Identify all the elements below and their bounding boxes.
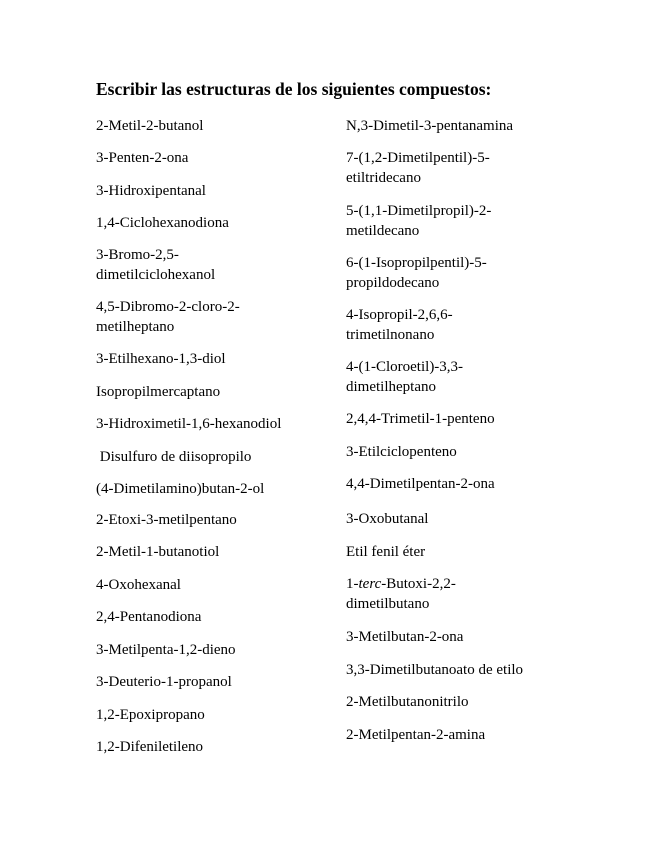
- compound-item: [96, 705, 205, 725]
- compound-item: [96, 607, 201, 627]
- compound-name-line: metildecano: [346, 223, 420, 239]
- compound-item: [96, 213, 229, 233]
- compound-name-line: 4,4-Dimetilpentan-2-ona: [346, 476, 495, 492]
- compound-item: [96, 737, 203, 757]
- compound-name-line: 3-Metilbutan-2-ona: [346, 629, 464, 645]
- compound-item: [346, 509, 428, 529]
- compound-name-line: 1,2-Epoxipropano: [96, 707, 205, 723]
- compound-name-line: 3-Etilhexano-1,3-diol: [96, 351, 226, 367]
- compound-name-line: 3,3-Dimetilbutanoato de etilo: [346, 662, 524, 678]
- compound-name-line: 2-Metilbutanonitrilo: [346, 694, 469, 710]
- compound-item: [346, 116, 513, 136]
- compound-item: [96, 382, 220, 402]
- compound-item: [346, 474, 495, 494]
- compound-name-line: 3-Hidroximetil-1,6-hexanodiol: [96, 416, 282, 432]
- compound-name-line: 2,4,4-Trimetil-1-penteno: [346, 411, 495, 427]
- compound-item: [96, 479, 264, 499]
- compound-name-line: 4-(1-Cloroetil)-3,3-: [346, 359, 464, 375]
- compound-name-line: dimetilbutano: [346, 596, 430, 612]
- compound-item: [96, 414, 281, 434]
- compound-name-line: 2-Metilpentan-2-amina: [346, 727, 486, 743]
- compound-item: [96, 510, 237, 530]
- compound-name-line: 3-Etilciclopenteno: [346, 444, 457, 460]
- compound-name-line: (4-Dimetilamino)butan-2-ol: [96, 481, 265, 497]
- compound-item: [96, 181, 206, 201]
- compound-item: [96, 640, 236, 660]
- compound-item: [96, 148, 188, 168]
- compound-item: [346, 660, 523, 680]
- compound-name-line: 3-Bromo-2,5-: [96, 247, 179, 263]
- compound-item: [346, 253, 487, 293]
- compound-item: [346, 542, 425, 562]
- page-title: Escribir las estructuras de los siguientes compuestos:: [96, 79, 492, 99]
- compound-name-line: 3-Deuterio-1-propanol: [96, 674, 232, 690]
- compound-name-line: 2-Etoxi-3-metilpentano: [96, 512, 237, 528]
- compound-name-line: 1-terc-Butoxi-2,2-: [346, 576, 456, 592]
- compound-name-line: N,3-Dimetil-3-pentanamina: [346, 118, 514, 134]
- compound-item: [346, 305, 453, 345]
- compound-item: [346, 357, 463, 397]
- compound-name-line: 1,4-Ciclohexanodiona: [96, 215, 229, 231]
- compound-name-line: 3-Penten-2-ona: [96, 150, 189, 166]
- compound-name-line: etiltridecano: [346, 170, 421, 186]
- compound-item: [96, 297, 240, 337]
- compound-name-line: Isopropilmercaptano: [96, 384, 221, 400]
- compound-name-line: trimetilnonano: [346, 327, 435, 343]
- compound-name-line: 3-Hidroxipentanal: [96, 183, 206, 199]
- compound-item: [96, 542, 219, 562]
- compound-name-line: 2-Metil-2-butanol: [96, 118, 204, 134]
- compound-item: [346, 409, 495, 429]
- compound-item: [346, 725, 485, 745]
- compound-item: [96, 575, 181, 595]
- compound-name-line: Etil fenil éter: [346, 544, 426, 560]
- compound-item: [346, 574, 456, 614]
- compound-name-line: 4,5-Dibromo-2-cloro-2-: [96, 299, 240, 315]
- compound-name-line: 2-Metil-1-butanotiol: [96, 544, 220, 560]
- compound-item: [96, 245, 215, 285]
- compound-name-line: 4-Isopropil-2,6,6-: [346, 307, 453, 323]
- compound-name-line: 5-(1,1-Dimetilpropil)-2-: [346, 203, 492, 219]
- compound-name-line: 6-(1-Isopropilpentil)-5-: [346, 255, 487, 271]
- compound-item: [96, 672, 232, 692]
- compound-name-line: dimetilheptano: [346, 379, 436, 395]
- compound-item: [96, 349, 226, 369]
- compound-name-line: dimetilciclohexanol: [96, 267, 216, 283]
- compound-item: [346, 627, 463, 647]
- compound-item: [96, 116, 203, 136]
- compound-item: [346, 442, 457, 462]
- compound-name-line: Disulfuro de diisopropilo: [96, 449, 252, 465]
- compound-name-line: 3-Oxobutanal: [346, 511, 429, 527]
- compound-item: [346, 692, 468, 712]
- compound-name-line: 2,4-Pentanodiona: [96, 609, 202, 625]
- compound-name-line: 7-(1,2-Dimetilpentil)-5-: [346, 150, 490, 166]
- compound-name-line: propildodecano: [346, 275, 440, 291]
- compound-item: [96, 447, 251, 467]
- compound-item: [346, 201, 491, 241]
- compound-name-line: 3-Metilpenta-1,2-dieno: [96, 642, 236, 658]
- compound-name-line: 4-Oxohexanal: [96, 577, 181, 593]
- compound-name-line: 1,2-Difeniletileno: [96, 739, 204, 755]
- compound-item: [346, 148, 490, 188]
- compound-name-line: metilheptano: [96, 319, 175, 335]
